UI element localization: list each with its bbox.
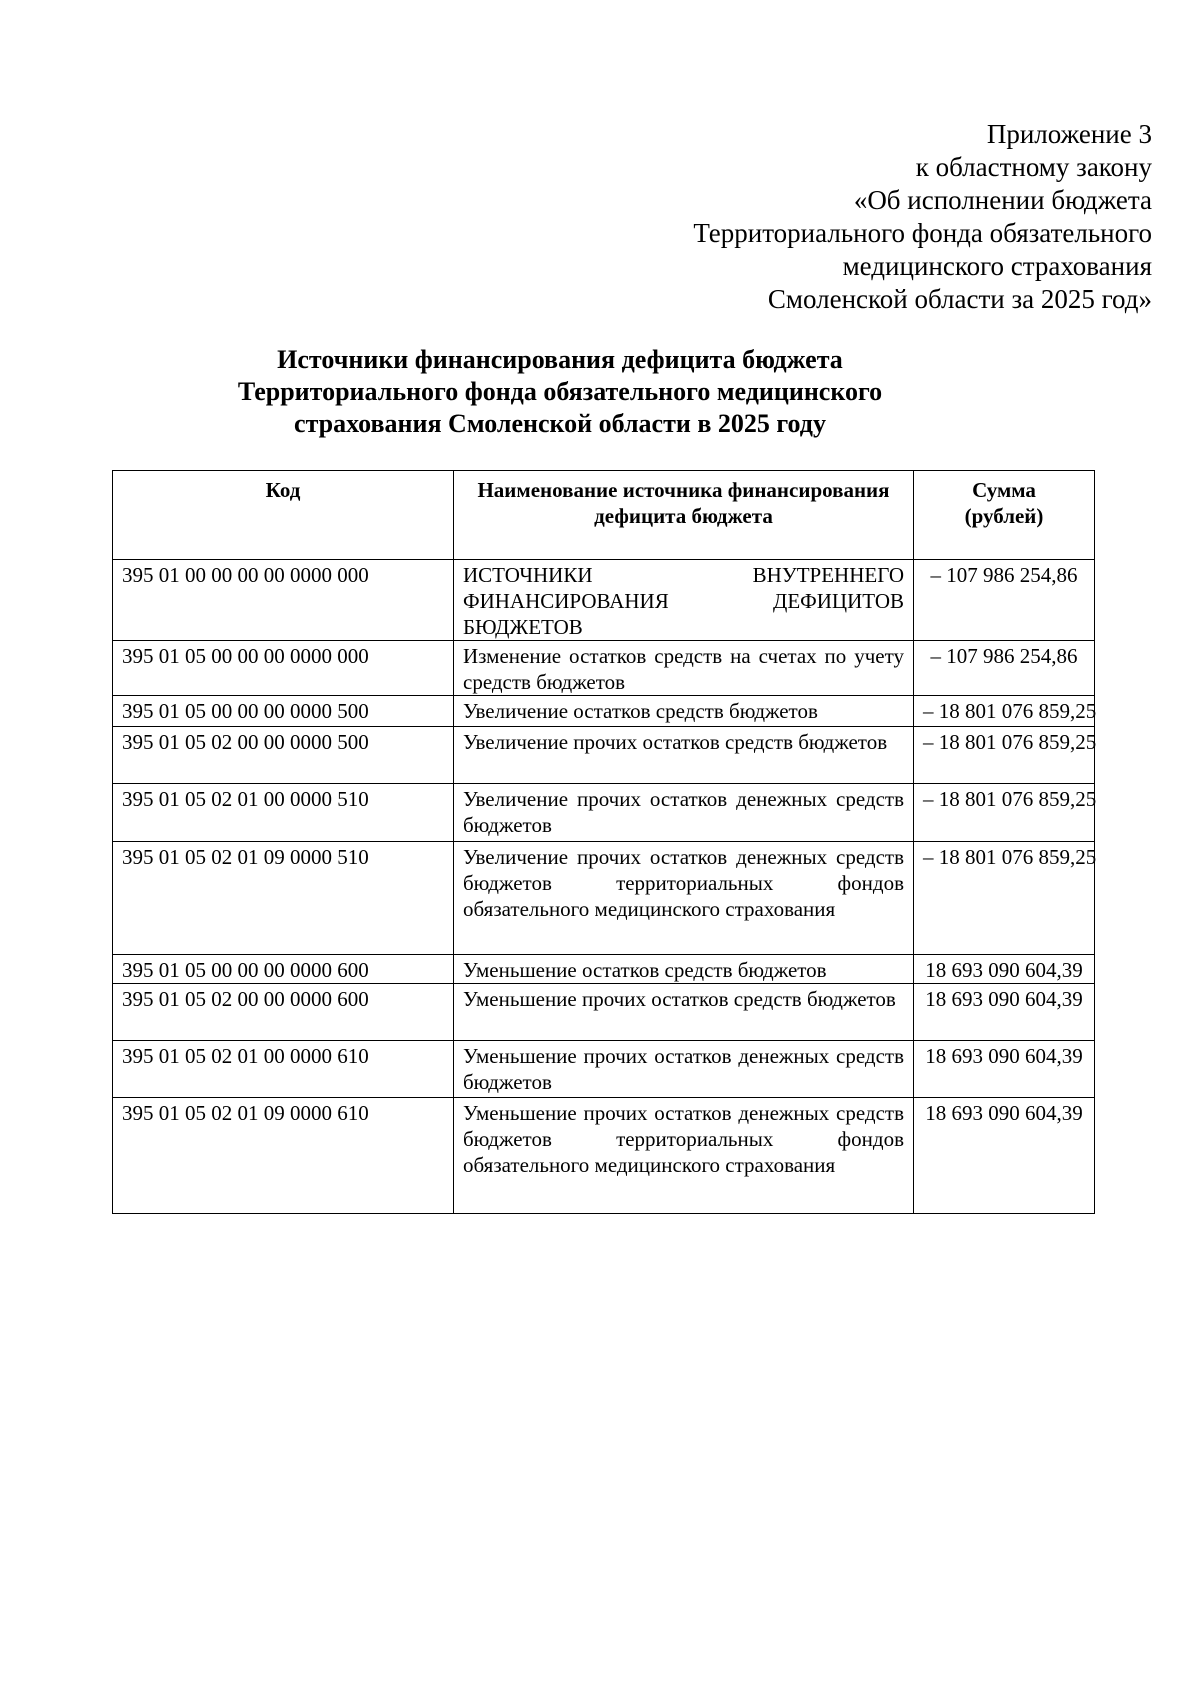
row-name: Увеличение прочих остатков средств бюджетов	[454, 727, 914, 784]
table-row	[113, 842, 1095, 955]
row-name: Увеличение прочих остатков денежных средств бюджетов	[454, 784, 914, 842]
appendix-header-line: Приложение 3	[986, 119, 1152, 149]
table-row	[113, 696, 1095, 727]
row-name: Уменьшение остатков средств бюджетов	[454, 955, 914, 984]
row-name: ИСТОЧНИКИ ВНУТРЕННЕГО ФИНАНСИРОВАНИЯ ДЕФИЦИТОВ БЮДЖЕТОВ	[454, 560, 914, 641]
row-amount: – 18 801 076 859,25	[914, 842, 1095, 955]
row-code: 395 01 00 00 00 00 0000 000	[113, 560, 454, 641]
table-row	[113, 784, 1095, 842]
row-code: 395 01 05 02 01 09 0000 610	[113, 1098, 454, 1214]
row-name: Уменьшение прочих остатков средств бюджетов	[454, 984, 914, 1041]
row-code: 395 01 05 02 01 09 0000 510	[113, 842, 454, 955]
appendix-header-line: «Об исполнении бюджета	[853, 185, 1152, 215]
table-header-row	[113, 471, 1095, 560]
header-name: Наименование источника финансирования дефицита бюджета	[454, 471, 914, 560]
row-name: Уменьшение прочих остатков денежных средств бюджетов	[454, 1041, 914, 1098]
row-amount: – 18 801 076 859,25	[914, 696, 1095, 727]
table-row	[113, 727, 1095, 784]
document-title-line: Территориального фонда обязательного медицинского	[237, 377, 883, 406]
row-amount: – 107 986 254,86	[914, 560, 1095, 641]
document-title	[200, 344, 920, 440]
header-amount-unit: (рублей)	[964, 504, 1044, 528]
row-name: Увеличение прочих остатков денежных средств бюджетов территориальных фондов обязательного медицинского страхования	[454, 842, 914, 955]
row-code: 395 01 05 00 00 00 0000 600	[113, 955, 454, 984]
row-code: 395 01 05 00 00 00 0000 000	[113, 641, 454, 696]
row-name: Уменьшение прочих остатков денежных средств бюджетов территориальных фондов обязательного медицинского страхования	[454, 1098, 914, 1214]
document-title-line: страхования Смоленской области в 2025 году	[294, 409, 826, 438]
row-amount: 18 693 090 604,39	[914, 955, 1095, 984]
row-amount: – 18 801 076 859,25	[914, 727, 1095, 784]
table-row	[113, 984, 1095, 1041]
row-amount: – 107 986 254,86	[914, 641, 1095, 696]
document-title-line: Источники финансирования дефицита бюджета	[277, 345, 843, 374]
row-code: 395 01 05 02 01 00 0000 510	[113, 784, 454, 842]
row-code: 395 01 05 00 00 00 0000 500	[113, 696, 454, 727]
row-code: 395 01 05 02 01 00 0000 610	[113, 1041, 454, 1098]
table-row	[113, 955, 1095, 984]
header-amount-line: Сумма	[972, 478, 1036, 502]
row-name: Изменение остатков средств на счетах по учету средств бюджетов	[454, 641, 914, 696]
row-name: Увеличение остатков средств бюджетов	[454, 696, 914, 727]
table-row	[113, 560, 1095, 641]
row-amount: 18 693 090 604,39	[914, 1098, 1095, 1214]
appendix-header-line: Территориального фонда обязательного	[693, 218, 1152, 248]
row-amount: – 18 801 076 859,25	[914, 784, 1095, 842]
table-row	[113, 1041, 1095, 1098]
row-code: 395 01 05 02 00 00 0000 600	[113, 984, 454, 1041]
appendix-header	[693, 118, 1152, 316]
appendix-header-line: медицинского страхования	[842, 251, 1152, 281]
row-code: 395 01 05 02 00 00 0000 500	[113, 727, 454, 784]
table-row	[113, 1098, 1095, 1214]
financing-sources-table	[112, 470, 1095, 1214]
table-row	[113, 641, 1095, 696]
row-amount: 18 693 090 604,39	[914, 984, 1095, 1041]
header-code: Код	[113, 471, 454, 560]
header-amount	[914, 471, 1095, 560]
appendix-header-line: к областному закону	[915, 152, 1152, 182]
appendix-header-line: Смоленской области за 2025 год»	[767, 284, 1152, 314]
row-amount: 18 693 090 604,39	[914, 1041, 1095, 1098]
